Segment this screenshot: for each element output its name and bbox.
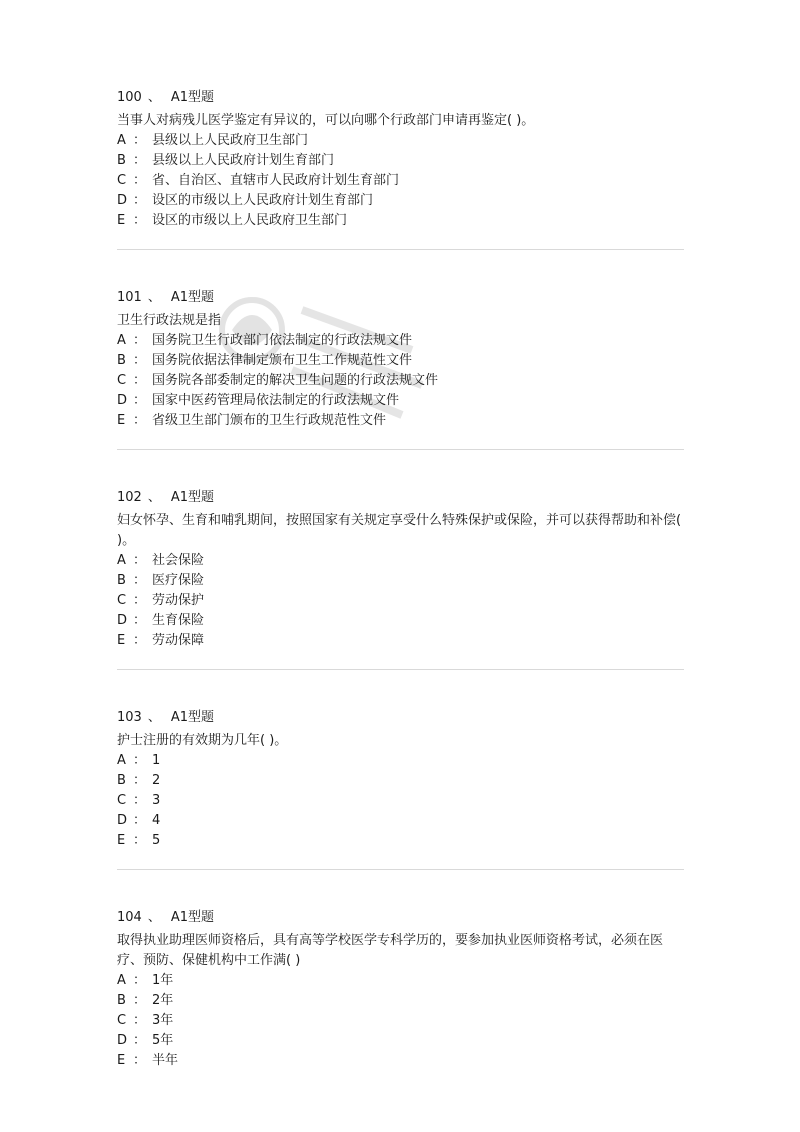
question-stem: 卫生行政法规是指 xyxy=(117,313,222,328)
option-c: C ： 省、自治区、直辖市人民政府计划生育部门 xyxy=(117,173,400,188)
question-stem: 当事人对病残儿医学鉴定有异议的，可以向哪个行政部门申请再鉴定( )。 xyxy=(117,113,535,128)
option-c: C ： 3年 xyxy=(117,1013,174,1028)
question-separator: 、 xyxy=(147,710,161,725)
section-divider xyxy=(117,669,684,670)
question-number: 103 xyxy=(117,710,142,725)
question-header xyxy=(117,488,687,508)
question-stem: 护士注册的有效期为几年( )。 xyxy=(117,733,288,748)
option-b: B ： 医疗保险 xyxy=(117,573,205,588)
question-number: 101 xyxy=(117,290,142,305)
question-block xyxy=(117,488,687,651)
question-header xyxy=(117,908,687,928)
question-block xyxy=(117,288,687,431)
question-stem: 取得执业助理医师资格后，具有高等学校医学专科学历的，要参加执业医师资格考试，必须在医疗、预防、保健机构中工作满( ) xyxy=(117,933,664,968)
option-e: E ： 5 xyxy=(117,833,161,848)
option-a: A ： 1 xyxy=(117,753,161,768)
option-a: A ： 县级以上人民政府卫生部门 xyxy=(117,133,309,148)
question-separator: 、 xyxy=(147,290,161,305)
option-b: B ： 县级以上人民政府计划生育部门 xyxy=(117,153,335,168)
question-number: 102 xyxy=(117,490,142,505)
question-header xyxy=(117,708,687,728)
option-c: C ： 劳动保护 xyxy=(117,593,205,608)
section-divider xyxy=(117,869,684,870)
question-block xyxy=(117,88,687,231)
question-type: A1型题 xyxy=(170,490,215,505)
option-a: A ： 1年 xyxy=(117,973,174,988)
option-e: E ： 劳动保障 xyxy=(117,633,205,648)
question-type: A1型题 xyxy=(170,90,215,105)
question-separator: 、 xyxy=(147,910,161,925)
option-e: E ： 设区的市级以上人民政府卫生部门 xyxy=(117,213,348,228)
question-block xyxy=(117,708,687,851)
question-separator: 、 xyxy=(147,90,161,105)
question-header xyxy=(117,288,687,308)
option-e: E ： 省级卫生部门颁布的卫生行政规范性文件 xyxy=(117,413,387,428)
option-d: D ： 4 xyxy=(117,813,161,828)
option-b: B ： 2年 xyxy=(117,993,174,1008)
option-b: B ： 2 xyxy=(117,773,161,788)
option-c: C ： 3 xyxy=(117,793,161,808)
option-d: D ： 国家中医药管理局依法制定的行政法规文件 xyxy=(117,393,400,408)
option-d: D ： 5年 xyxy=(117,1033,174,1048)
option-b: B ： 国务院依据法律制定颁布卫生工作规范性文件 xyxy=(117,353,413,368)
question-block xyxy=(117,908,687,1071)
option-a: A ： 社会保险 xyxy=(117,553,205,568)
question-type: A1型题 xyxy=(170,290,215,305)
section-divider xyxy=(117,249,684,250)
question-stem: 妇女怀孕、生育和哺乳期间，按照国家有关规定享受什么特殊保护或保险，并可以获得帮助和补偿( )。 xyxy=(117,513,682,548)
question-type: A1型题 xyxy=(170,910,215,925)
option-d: D ： 生育保险 xyxy=(117,613,205,628)
option-e: E ： 半年 xyxy=(117,1053,179,1068)
question-header xyxy=(117,88,687,108)
question-separator: 、 xyxy=(147,490,161,505)
option-a: A ： 国务院卫生行政部门依法制定的行政法规文件 xyxy=(117,333,413,348)
question-type: A1型题 xyxy=(170,710,215,725)
section-divider xyxy=(117,449,684,450)
option-d: D ： 设区的市级以上人民政府计划生育部门 xyxy=(117,193,374,208)
option-c: C ： 国务院各部委制定的解决卫生问题的行政法规文件 xyxy=(117,373,439,388)
question-number: 104 xyxy=(117,910,142,925)
question-number: 100 xyxy=(117,90,142,105)
